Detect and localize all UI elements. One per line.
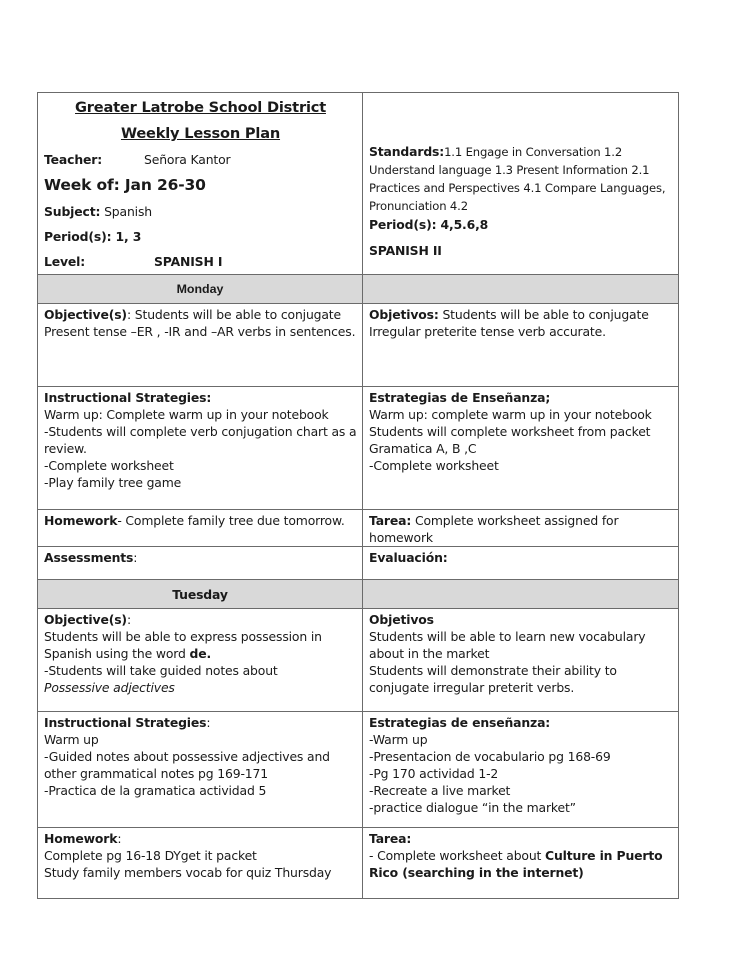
- objetivos-line: Students will demonstrate their ability to conjugate irregular preterit verbs.: [369, 663, 617, 695]
- strategies-row-monday: [38, 387, 679, 510]
- subject-label: Subject:: [44, 204, 101, 219]
- header-row: [38, 93, 679, 275]
- strategies-colon: :: [206, 715, 211, 730]
- estrategia-line: Warm up: complete warm up in your notebook: [369, 407, 652, 422]
- plan-title: Weekly Lesson Plan: [120, 125, 281, 142]
- lesson-plan-table: [37, 92, 679, 899]
- level-label: Level:: [44, 254, 86, 269]
- estrategia-line: -Warm up: [369, 732, 428, 747]
- objetivos-text: Students will be able to conjugate Irregular preterite tense verb accurate.: [369, 307, 649, 339]
- day-header-empty: [363, 275, 679, 304]
- week-of: Week of: Jan 26-30: [44, 176, 206, 194]
- strategy-line: -Guided notes about possessive adjectives and other grammatical notes pg 169-171: [44, 749, 330, 781]
- teacher-line: [44, 147, 357, 172]
- homework-right: [363, 510, 679, 547]
- objective-bold-word: de.: [189, 646, 212, 661]
- level-value: SPANISH I: [154, 254, 223, 269]
- strategies-left: [38, 387, 363, 510]
- objetivos-label: Objetivos: [369, 612, 434, 627]
- day-header-empty: [363, 580, 679, 609]
- strategy-line: Warm up: Complete warm up in your notebook: [44, 407, 329, 422]
- teacher-label: Teacher:: [44, 152, 103, 167]
- assessment-row-monday: [38, 547, 679, 580]
- periods-right: Period(s): 4,5.6,8: [369, 217, 489, 232]
- level-line: [44, 249, 357, 274]
- strategy-line: -Students will complete verb conjugation chart as a review.: [44, 424, 357, 456]
- level-right: SPANISH II: [369, 243, 442, 258]
- tarea-text: - Complete worksheet about: [369, 848, 546, 863]
- tarea-bold-text: Culture in Puerto Rico (searching in the internet): [369, 848, 663, 880]
- estrategias-label: Estrategias de enseñanza:: [369, 715, 551, 730]
- header-left-cell: [38, 93, 363, 275]
- estrategia-line: -Complete worksheet: [369, 458, 499, 473]
- objective-row-tuesday: [38, 609, 679, 712]
- estrategia-line: -Pg 170 actividad 1-2: [369, 766, 499, 781]
- evaluacion-label: Evaluación:: [369, 550, 448, 565]
- homework-left: [38, 510, 363, 547]
- standards: [369, 143, 673, 215]
- standards-value: 1.1 Engage in Conversation 1.2 Understand language 1.3 Present Information 2.1 Practices and Perspectives 4.1 Compare Languages, Pronunciation 4.2: [369, 145, 666, 213]
- assessment-right: [363, 547, 679, 580]
- homework-colon: :: [117, 831, 122, 846]
- assessment-left: [38, 547, 363, 580]
- periods-left: Period(s): 1, 3: [44, 229, 142, 244]
- strategies-label: Instructional Strategies:: [44, 390, 212, 405]
- estrategia-line: -practice dialogue “in the market”: [369, 800, 576, 815]
- district-title: Greater Latrobe School District: [75, 99, 326, 116]
- estrategias-label: Estrategias de Enseñanza;: [369, 390, 551, 405]
- homework-label: Homework: [44, 513, 118, 528]
- day-label-monday: Monday: [38, 275, 363, 304]
- tarea-label: Tarea:: [369, 831, 412, 846]
- estrategia-line: -Presentacion de vocabulario pg 168-69: [369, 749, 611, 764]
- tarea-label: Tarea:: [369, 513, 412, 528]
- strategies-right: [363, 387, 679, 510]
- objective-left: [38, 304, 363, 387]
- homework-line: Complete pg 16-18 DYget it packet: [44, 848, 257, 863]
- header-right-cell: [363, 93, 679, 275]
- strategy-line: Warm up: [44, 732, 99, 747]
- objective-right: [363, 304, 679, 387]
- objective-row-monday: [38, 304, 679, 387]
- objective-italic-text: Possessive adjectives: [44, 680, 175, 695]
- subject-value: Spanish: [100, 204, 152, 219]
- homework-row-monday: [38, 510, 679, 547]
- objective-text: : Students will be able to conjugate Present tense –ER , -IR and –AR verbs in sentences.: [44, 307, 356, 339]
- objective-label: Objective(s): [44, 612, 127, 627]
- estrategia-line: -Recreate a live market: [369, 783, 511, 798]
- objective-label: Objective(s): [44, 307, 127, 322]
- homework-label: Homework: [44, 831, 118, 846]
- strategies-label: Instructional Strategies: [44, 715, 207, 730]
- tarea-text: Complete worksheet assigned for homework: [369, 513, 619, 545]
- teacher-value: Señora Kantor: [144, 152, 231, 167]
- day-header-tuesday: [38, 580, 679, 609]
- subject-line: [44, 199, 357, 224]
- objective-text: -Students will take guided notes about: [44, 663, 278, 678]
- homework-row-tuesday: [38, 828, 679, 899]
- assessments-colon: :: [133, 550, 138, 565]
- homework-left: [38, 828, 363, 899]
- objetivos-line: Students will be able to learn new vocabulary about in the market: [369, 629, 646, 661]
- assessments-label: Assessments: [44, 550, 134, 565]
- homework-line: Study family members vocab for quiz Thursday: [44, 865, 332, 880]
- objective-right: [363, 609, 679, 712]
- strategies-left: [38, 712, 363, 828]
- objective-text: Students will be able to express possession in Spanish using the word: [44, 629, 322, 661]
- estrategia-line: Students will complete worksheet from packet Gramatica A, B ,C: [369, 424, 651, 456]
- objective-left: [38, 609, 363, 712]
- strategy-line: -Play family tree game: [44, 475, 182, 490]
- homework-text: - Complete family tree due tomorrow.: [117, 513, 345, 528]
- objetivos-label: Objetivos:: [369, 307, 439, 322]
- day-label-tuesday: Tuesday: [38, 580, 363, 609]
- strategy-line: -Complete worksheet: [44, 458, 174, 473]
- standards-label: Standards:: [369, 144, 445, 159]
- strategies-right: [363, 712, 679, 828]
- strategy-line: -Practica de la gramatica actividad 5: [44, 783, 267, 798]
- objective-colon: :: [126, 612, 131, 627]
- homework-right: [363, 828, 679, 899]
- strategies-row-tuesday: [38, 712, 679, 828]
- day-header-monday: [38, 275, 679, 304]
